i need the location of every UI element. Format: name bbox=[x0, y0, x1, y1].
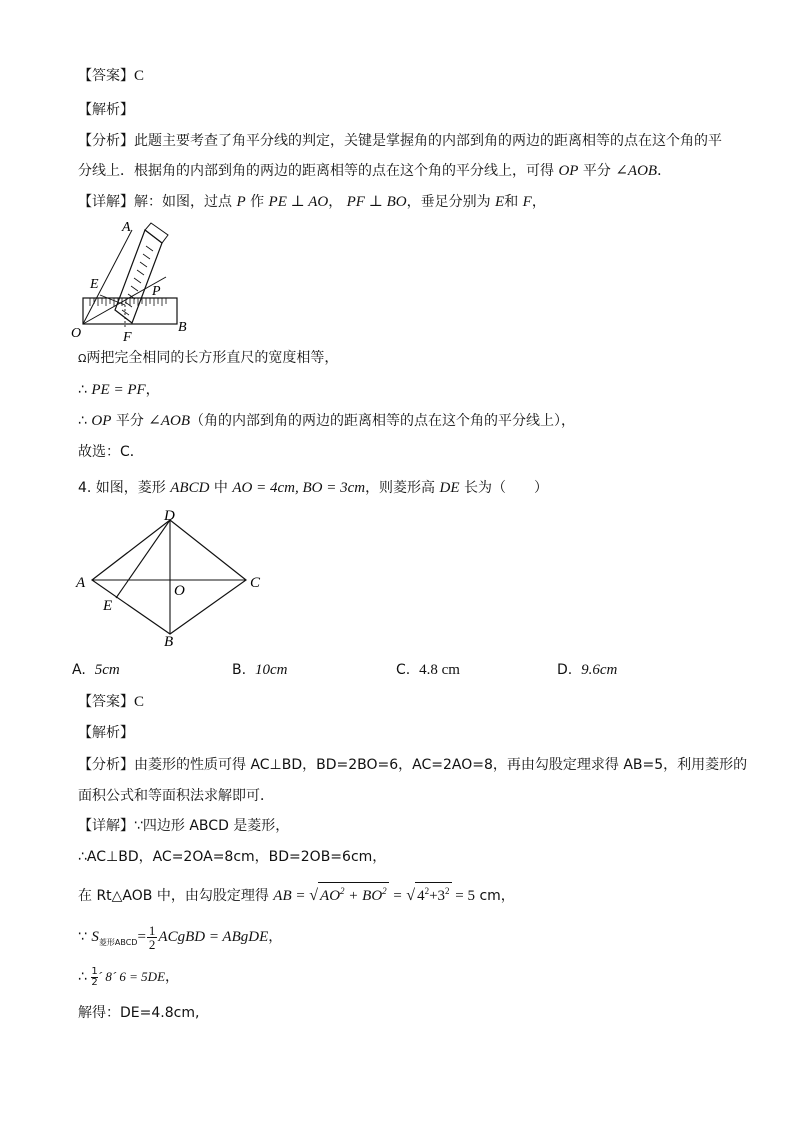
label-c: C bbox=[250, 575, 261, 591]
q3-xiangjie-line: 【详解】解：如图，过点 P 作 PE ⊥ AO， PF ⊥ BO，垂足分别为 E和 F， bbox=[78, 194, 546, 210]
q3-answer-line bbox=[78, 66, 144, 86]
segment-pe bbox=[100, 295, 125, 305]
label-a: A bbox=[76, 575, 86, 591]
answer-value: C bbox=[134, 68, 145, 84]
label-d: D bbox=[164, 510, 175, 524]
fraction-one-half-small: $\frac{1}{2}$ bbox=[91, 965, 98, 988]
q4-step3: 在 Rt△AOB 中，由勾股定理得 AB = √ $AO^2 + BO^2$ = √ $4^2+3^2 = 5$ cm， bbox=[78, 882, 515, 906]
label-o: O bbox=[174, 583, 185, 599]
q3-fenxi-line1: 【分析】此题主要考查了角平分线的判定，关键是掌握角的内部到角的两边的距离相等的点在这个角的平 bbox=[78, 133, 722, 149]
q4-fenxi-line1: 【分析】由菱形的性质可得 AC⊥BD，BD=2BO=6，AC=2AO=8，再由勾股定理求得 AB=5，利用菱形的 bbox=[78, 757, 748, 773]
q4-answer-line: 【答案】C bbox=[78, 694, 145, 710]
tilted-ruler bbox=[115, 230, 162, 323]
q4-step2: ∴AC⊥BD，AC=2OA=8cm，BD=2OB=6cm， bbox=[78, 849, 387, 865]
label-b: B bbox=[178, 320, 187, 335]
q3-step2: ∴ PE = PF， bbox=[78, 382, 160, 398]
q4-rhombus-figure bbox=[70, 510, 270, 650]
q3-ruler-figure bbox=[70, 215, 200, 345]
q4-fenxi-line2: 面积公式和等面积法求解即可． bbox=[78, 788, 274, 804]
height-de bbox=[116, 520, 170, 598]
label-e: E bbox=[103, 598, 113, 614]
label-p: P bbox=[152, 284, 161, 299]
answer-tag: 【答案】 bbox=[78, 68, 134, 84]
q3-analysis-tag: 【解析】 bbox=[78, 102, 134, 118]
label-e: E bbox=[90, 277, 99, 292]
label-b: B bbox=[164, 634, 174, 650]
q4-step6: 解得：DE=4.8cm, bbox=[78, 1005, 200, 1021]
rhombus-abcd bbox=[92, 520, 246, 634]
option-c[interactable]: C. 4.8 cm bbox=[396, 662, 460, 678]
q4-stem: 4. 如图，菱形 ABCD 中 AO = 4cm, BO = 3cm，则菱形高 DE 长为（ ） bbox=[78, 480, 548, 496]
label-o: O bbox=[71, 326, 82, 341]
fraction-one-half: $\frac{1}{2}$ bbox=[148, 922, 156, 952]
label-a: A bbox=[122, 220, 131, 235]
q3-fenxi-line2: 分线上．根据角的内部到角的两边的距离相等的点在这个角的平分线上，可得 OP 平分 ∠AOB． bbox=[78, 163, 672, 179]
q3-step1: Ω两把完全相同的长方形直尺的宽度相等， bbox=[78, 350, 339, 366]
q4-step4: ∵ $S_{菱形ABCD}=$ $\frac{1}{2}$ ACgBD = ABgDE， bbox=[78, 922, 283, 952]
tilted-ruler-end bbox=[145, 223, 168, 243]
fenxi-tag: 【分析】 bbox=[78, 133, 134, 149]
q3-step3: ∴ OP 平分 ∠AOB（角的内部到角的两边的距离相等的点在这个角的平分线上）， bbox=[78, 413, 576, 429]
q4-analysis-tag: 【解析】 bbox=[78, 725, 134, 741]
option-a[interactable]: A. 5cm bbox=[72, 662, 120, 678]
xiangjie-tag: 【详解】 bbox=[78, 194, 134, 210]
option-b[interactable]: B. 10cm bbox=[232, 662, 288, 678]
horizontal-ruler-ticks bbox=[90, 298, 166, 306]
q4-step5: ∴ $\frac{1}{2}´$ 8´ 6 = 5DE， bbox=[78, 965, 180, 988]
label-f: F bbox=[123, 330, 132, 345]
q3-choose: 故选：C． bbox=[78, 444, 144, 460]
option-d[interactable]: D. 9.6cm bbox=[557, 662, 618, 678]
q4-xiangjie-line: 【详解】∵四边形 ABCD 是菱形， bbox=[78, 818, 290, 834]
